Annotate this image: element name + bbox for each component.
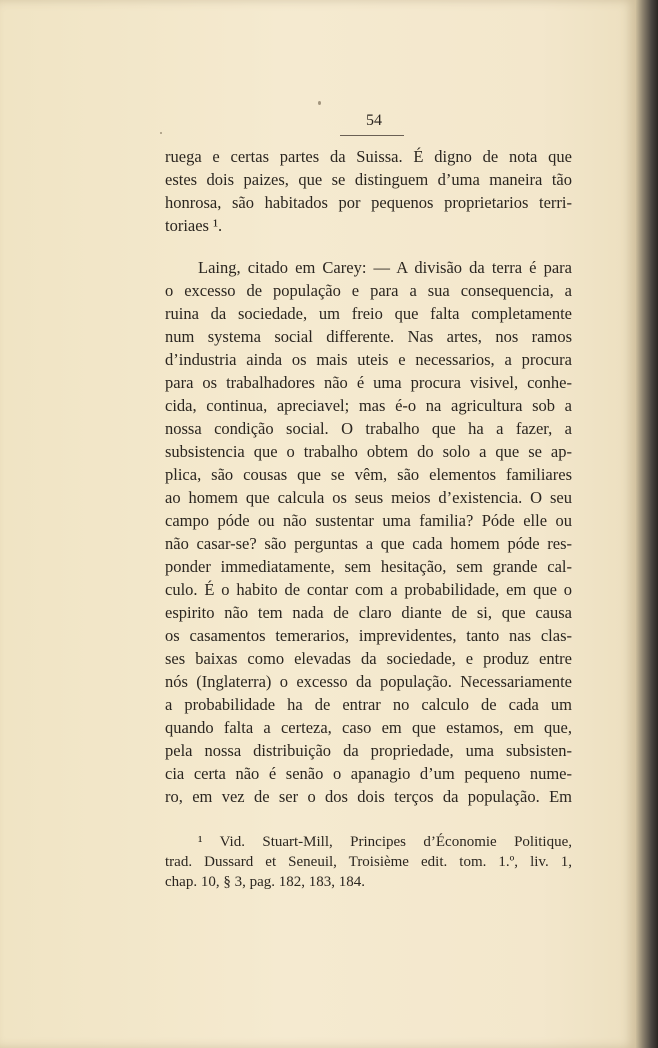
page-edge-shadow: [636, 0, 658, 1048]
body-line: nós (Inglaterra) o excesso da população. Necessariamente: [165, 672, 572, 691]
body-line: nossa condição social. O trabalho que ha a fazer, a: [165, 419, 572, 438]
body-line: ruina da sociedade, um freio que falta completamente: [165, 304, 572, 323]
body-line: pela nossa distribuição da propriedade, uma subsisten-: [165, 741, 572, 760]
body-line: ro, em vez de ser o dos dois terços da população. Em: [165, 787, 572, 806]
body-line: subsistencia que o trabalho obtem do solo a que se ap-: [165, 442, 572, 461]
body-line: ruega e certas partes da Suissa. É digno de nota que: [165, 147, 572, 166]
body-line: plica, são cousas que se vêm, são elementos familiares: [165, 465, 572, 484]
body-line: campo póde ou não sustentar uma familia? Póde elle ou: [165, 511, 572, 530]
body-line: o excesso de população e para a sua consequencia, a: [165, 281, 572, 300]
body-line: espirito não tem nada de claro diante de si, que causa: [165, 603, 572, 622]
body-line: ponder immediatamente, sem hesitação, sem grande cal-: [165, 557, 572, 576]
body-line: Laing, citado em Carey: — A divisão da terra é para: [198, 258, 572, 277]
body-line: honrosa, são habitados por pequenos proprietarios terri-: [165, 193, 572, 212]
body-line: ses baixas como elevadas da sociedade, e produz entre: [165, 649, 572, 668]
body-line: estes dois paizes, que se distinguem d’uma maneira tão: [165, 170, 572, 189]
body-line: a probabilidade ha de entrar no calculo de cada um: [165, 695, 572, 714]
body-line: toriaes ¹.: [165, 216, 223, 235]
footnote-line: trad. Dussard et Seneuil, Troisième edit. tom. 1.º, liv. 1,: [165, 854, 572, 870]
page-number: 54: [366, 112, 382, 129]
body-line: os casamentos temerarios, imprevidentes, tanto nas clas-: [165, 626, 572, 645]
body-line: ao homem que calcula os seus meios d’existencia. O seu: [165, 488, 572, 507]
body-line: não casar-se? são perguntas a que cada homem póde res-: [165, 534, 572, 553]
body-line: culo. É o habito de contar com a probabilidade, em que o: [165, 580, 572, 599]
paper-speck: [160, 132, 162, 134]
footnote-line: chap. 10, § 3, pag. 182, 183, 184.: [165, 874, 365, 890]
body-line: cida, continua, apreciavel; mas é-o na agricultura sob a: [165, 396, 572, 415]
footnote-line: ¹ Vid. Stuart-Mill, Principes d’Économie Politique,: [198, 834, 572, 850]
body-line: d’industria ainda os mais uteis e necessarios, a procura: [165, 350, 572, 369]
body-line: cia certa não é senão o apanagio d’um pequeno nume-: [165, 764, 572, 783]
body-line: para os trabalhadores não é uma procura visivel, conhe-: [165, 373, 572, 392]
body-line: quando falta a certeza, caso em que estamos, em que,: [165, 718, 572, 737]
page-number-rule: [340, 135, 404, 136]
paper-speck: [318, 101, 321, 105]
body-line: num systema social differente. Nas artes, nos ramos: [165, 327, 572, 346]
